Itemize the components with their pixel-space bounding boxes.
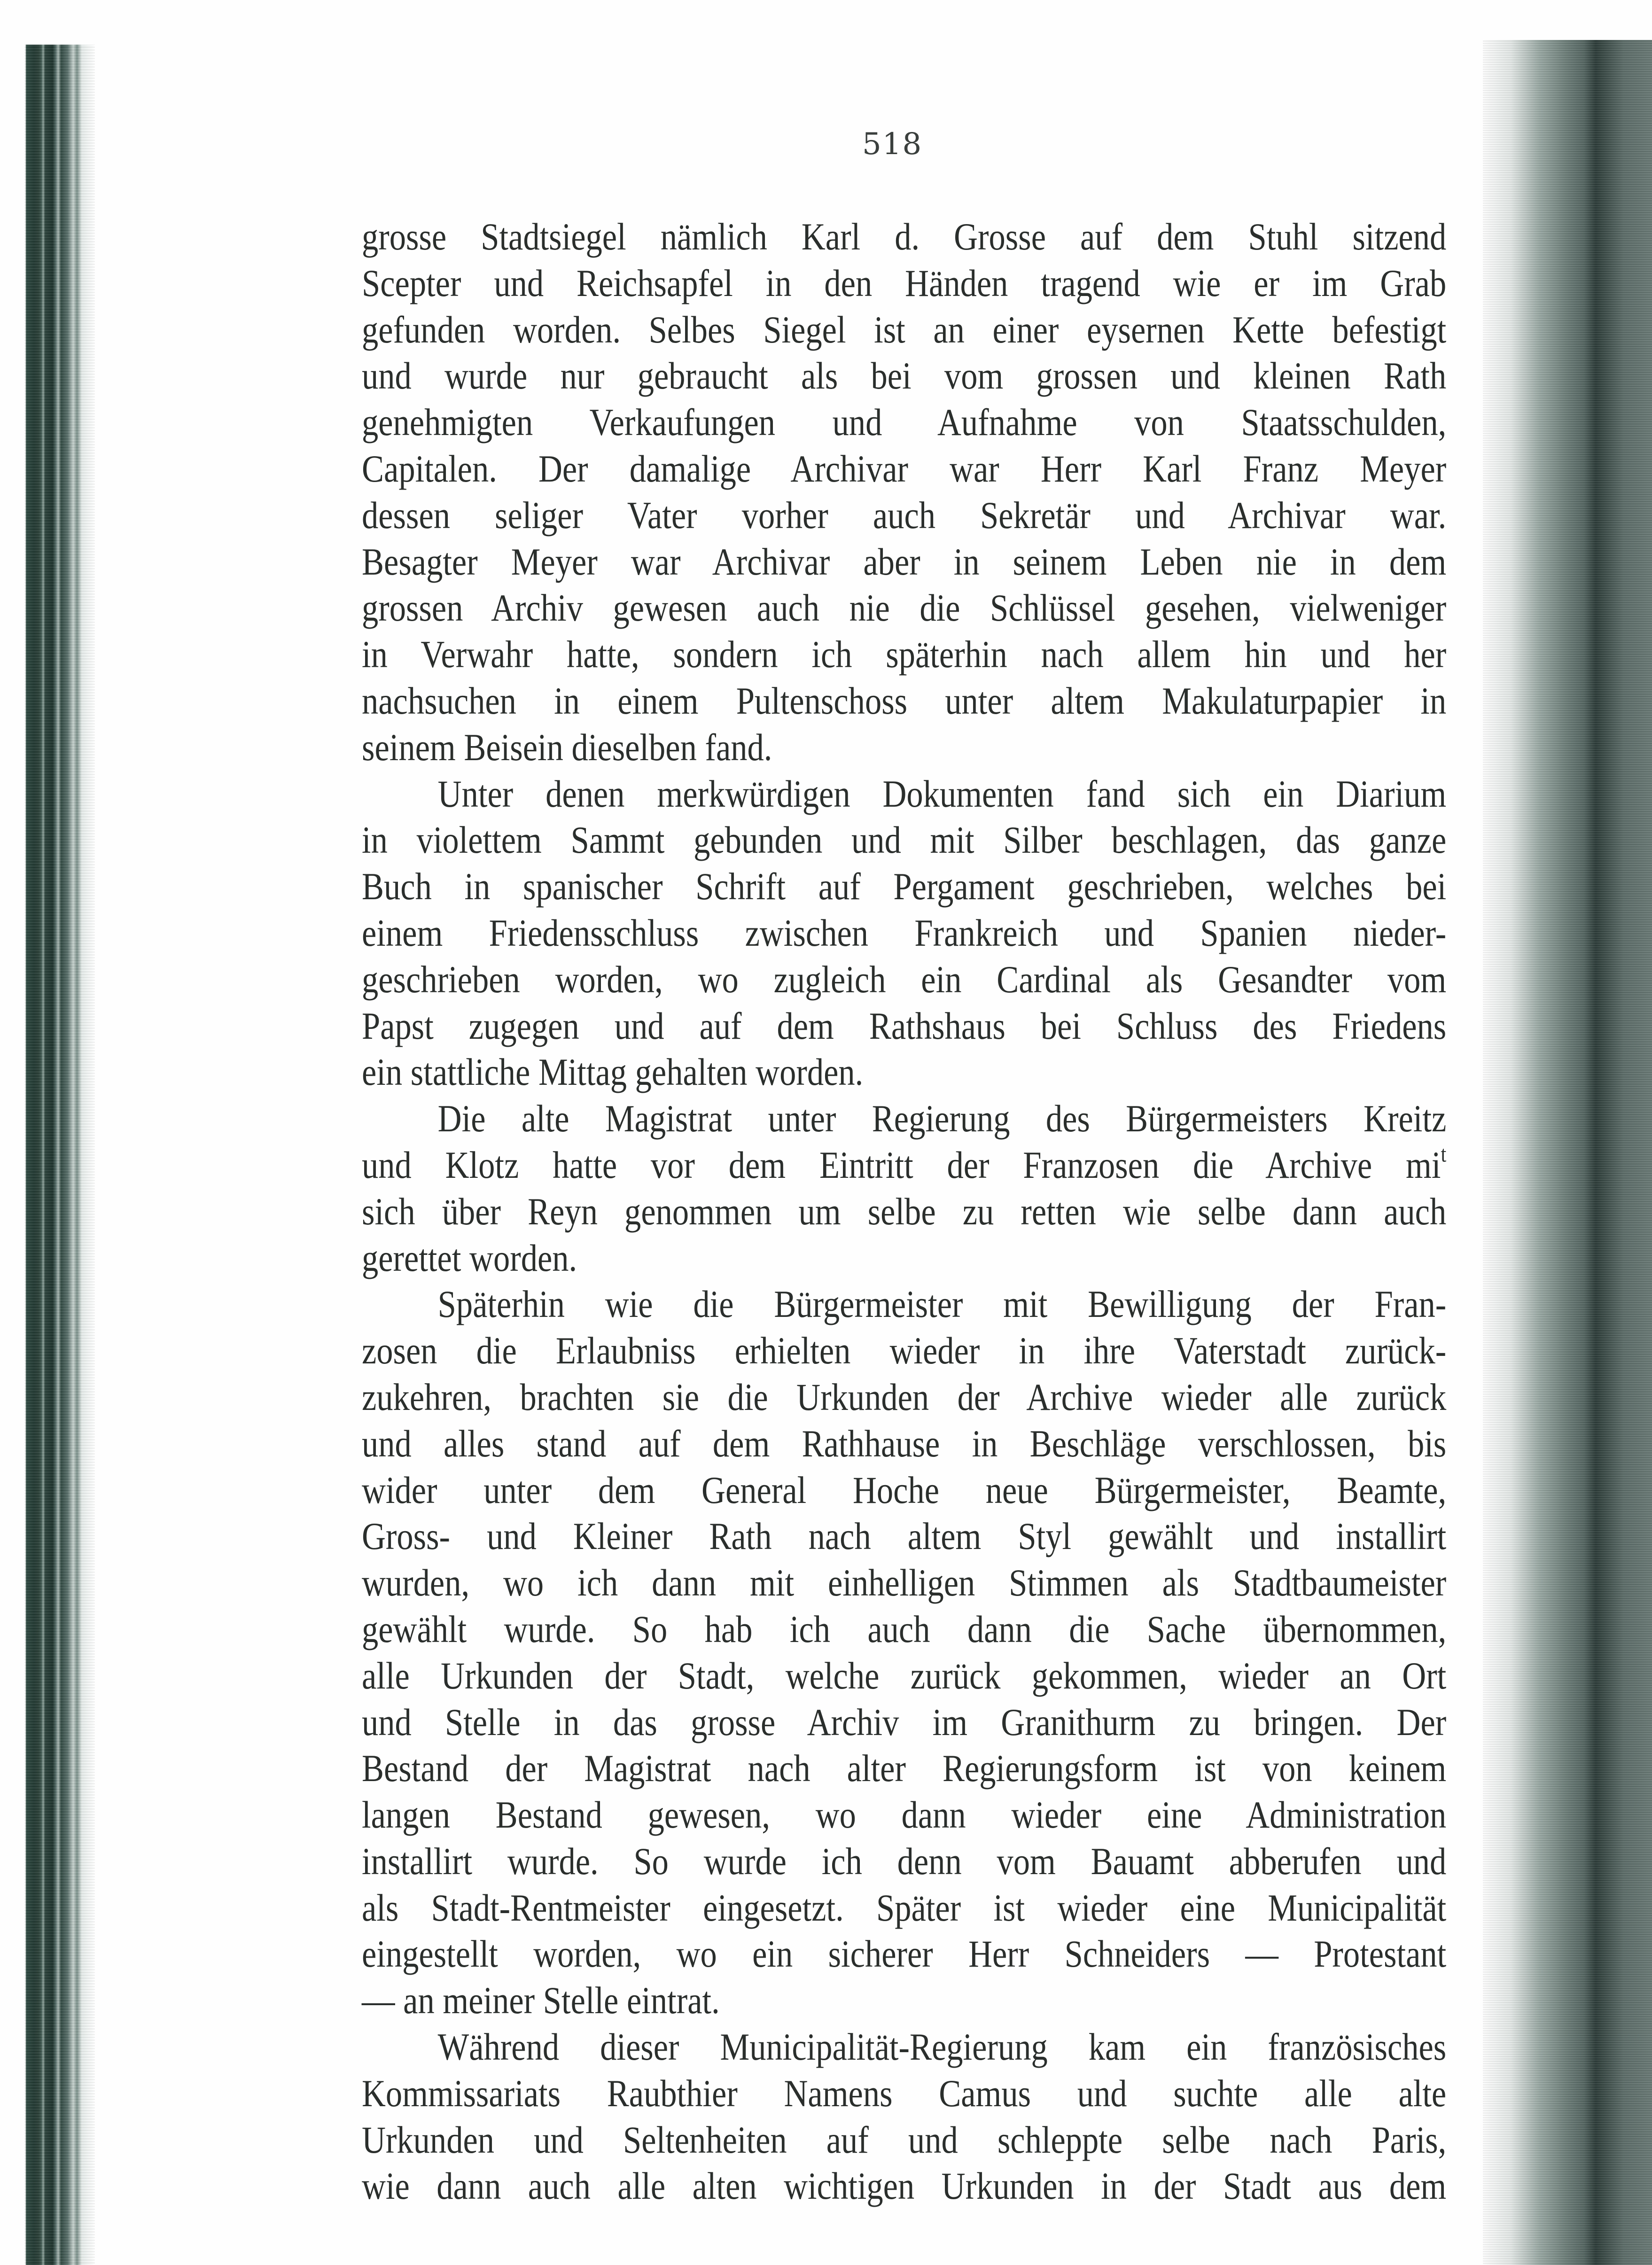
- text-line-content: gewählt wurde. So hab ich auch dann die Sache übernommen,: [362, 1607, 1447, 1650]
- text-line: [362, 1931, 1446, 1977]
- text-line-content: seinem Beisein dieselben fand.: [362, 725, 772, 769]
- text-line-content: dessen seliger Vater vorher auch Sekretär und Archivar war.: [362, 493, 1447, 537]
- text-line-content: gefunden worden. Selbes Siegel ist an einer eysernen Kette befestigt: [362, 308, 1447, 351]
- text-line-content: in Verwahr hatte, sondern ich späterhin nach allem hin und her: [362, 633, 1447, 676]
- text-line: [362, 631, 1446, 678]
- text-line-content: geschrieben worden, wo zugleich ein Cardinal als Gesandter vom: [362, 957, 1447, 1001]
- text-line: [362, 492, 1446, 539]
- text-line-content: Capitalen. Der damalige Archivar war Herr Karl Franz Meyer: [362, 447, 1447, 490]
- text-line-content: langen Bestand gewesen, wo dann wieder eine Administration: [362, 1793, 1447, 1837]
- text-line-content: wie dann auch alle alten wichtigen Urkunden in der Stadt aus dem: [362, 2164, 1447, 2208]
- text-line: [362, 1374, 1446, 1421]
- text-line: [362, 1513, 1446, 1560]
- text-line-content: alle Urkunden der Stadt, welche zurück gekommen, wieder an Ort: [362, 1654, 1447, 1697]
- text-line: [362, 1653, 1446, 1699]
- text-line: [362, 2163, 1446, 2210]
- text-line: [362, 1699, 1446, 1746]
- text-line-content: eingestellt worden, wo ein sicherer Herr Schneiders — Protestant: [362, 1932, 1447, 1976]
- text-line: [362, 1049, 1446, 1096]
- text-line-content: Gross- und Kleiner Rath nach altem Styl gewählt und installirt: [362, 1515, 1447, 1558]
- text-line-content: Die alte Magistrat unter Regierung des Bürgermeisters Kreitz: [437, 1097, 1447, 1140]
- text-line-content: Kommissariats Raubthier Namens Camus und suchte alle alte: [362, 2071, 1447, 2115]
- text-line: [362, 1885, 1446, 1931]
- text-line: [362, 910, 1446, 957]
- text-line-content: Buch in spanischer Schrift auf Pergament geschrieben, welches bei: [362, 865, 1447, 908]
- text-line: [362, 817, 1446, 864]
- text-line: [362, 678, 1446, 724]
- page-edge-shadow: [1483, 40, 1652, 2265]
- text-line-content: Besagter Meyer war Archivar aber in seinem Leben nie in dem: [362, 540, 1447, 583]
- text-line-content: Papst zugegen und auf dem Rathshaus bei Schluss des Friedens: [362, 1004, 1447, 1047]
- text-line: [362, 585, 1446, 631]
- text-line: [362, 1421, 1446, 1467]
- text-line-content: zukehren, brachten sie die Urkunden der Archive wieder alle zurück: [362, 1375, 1447, 1418]
- text-line-content: sich über Reyn genommen um selbe zu retten wie selbe dann auch: [362, 1190, 1447, 1233]
- text-line: [362, 724, 1446, 771]
- text-line: [362, 353, 1446, 399]
- text-line: [362, 2024, 1446, 2070]
- text-line: [362, 771, 1446, 817]
- text-line: [362, 446, 1446, 492]
- text-line: [362, 1467, 1446, 1514]
- text-line-content: grosse Stadtsiegel nämlich Karl d. Grosse auf dem Stuhl sitzend: [362, 215, 1447, 258]
- text-line-content: ein stattliche Mittag gehalten worden.: [362, 1051, 864, 1094]
- text-line: [362, 1606, 1446, 1653]
- text-line-content: gerettet worden.: [362, 1236, 577, 1279]
- text-line-content: nachsuchen in einem Pultenschoss unter altem Makulaturpapier in: [362, 679, 1447, 722]
- text-line-content: wurden, wo ich dann mit einhelligen Stimmen als Stadtbaumeister: [362, 1561, 1447, 1604]
- text-line: [362, 1838, 1446, 1885]
- text-line-content: genehmigten Verkaufungen und Aufnahme von Staatsschulden,: [362, 401, 1447, 444]
- text-line: [362, 307, 1446, 353]
- text-line: [362, 1792, 1446, 1838]
- text-line: [362, 1003, 1446, 1050]
- text-line: [362, 1281, 1446, 1328]
- text-line-content: und wurde nur gebraucht als bei vom grossen und kleinen Rath: [362, 354, 1447, 397]
- text-line: [362, 214, 1446, 260]
- text-line-content: Bestand der Magistrat nach alter Regierungsform ist von keinem: [362, 1747, 1447, 1790]
- text-line-content: einem Friedensschluss zwischen Frankreich und Spanien nieder-: [362, 911, 1447, 954]
- text-line: [362, 1328, 1446, 1374]
- text-line-content: in violettem Sammt gebunden und mit Silber beschlagen, das ganze: [362, 818, 1447, 862]
- text-line: [362, 539, 1446, 585]
- text-line-content: Späterhin wie die Bürgermeister mit Bewilligung der Fran-: [437, 1283, 1447, 1326]
- text-line-content: und Klotz hatte vor dem Eintritt der Franzosen die Archive mi: [362, 1143, 1441, 1186]
- text-line-content: als Stadt-Rentmeister eingesetzt. Später ist wieder eine Municipalität: [362, 1886, 1447, 1929]
- text-line: [362, 260, 1446, 307]
- text-line-content: zosen die Erlaubniss erhielten wieder in ihre Vaterstadt zurück-: [362, 1329, 1447, 1372]
- text-line-content: Während dieser Municipalität-Regierung kam ein französisches: [437, 2025, 1447, 2069]
- body-text: [362, 214, 1447, 2210]
- text-line: [362, 399, 1446, 446]
- text-line-content: Urkunden und Seltenheiten auf und schleppte selbe nach Paris,: [362, 2118, 1447, 2161]
- text-line: [362, 1189, 1446, 1235]
- text-line-content: installirt wurde. So wurde ich denn vom Bauamt abberufen und: [362, 1839, 1447, 1883]
- raised-letter: t: [1441, 1141, 1447, 1167]
- text-line-content: und Stelle in das grosse Archiv im Granithurm zu bringen. Der: [362, 1700, 1447, 1744]
- text-line-content: — an meiner Stelle eintrat.: [362, 1979, 720, 2022]
- text-line: [362, 2070, 1446, 2117]
- text-line-content: Unter denen merkwürdigen Dokumenten fand sich ein Diarium: [437, 772, 1447, 815]
- text-line: [362, 1977, 1446, 2024]
- text-line-content: Scepter und Reichsapfel in den Händen tragend wie er im Grab: [362, 261, 1447, 304]
- text-line-content: und alles stand auf dem Rathhause in Beschläge verschlossen, bis: [362, 1422, 1447, 1465]
- page-number: 518: [862, 127, 923, 162]
- text-line: [362, 2117, 1446, 2164]
- text-line: [362, 1235, 1446, 1282]
- text-line: [362, 1142, 1446, 1189]
- book-binding-shadow: [24, 45, 95, 2265]
- text-line: [362, 1560, 1446, 1606]
- text-line-content: grossen Archiv gewesen auch nie die Schlüssel gesehen, vielweniger: [362, 586, 1447, 630]
- text-line: [362, 864, 1446, 910]
- text-line: [362, 957, 1446, 1003]
- text-line-content: wider unter dem General Hoche neue Bürgermeister, Beamte,: [362, 1468, 1447, 1511]
- text-line: [362, 1745, 1446, 1792]
- text-line: [362, 1096, 1446, 1142]
